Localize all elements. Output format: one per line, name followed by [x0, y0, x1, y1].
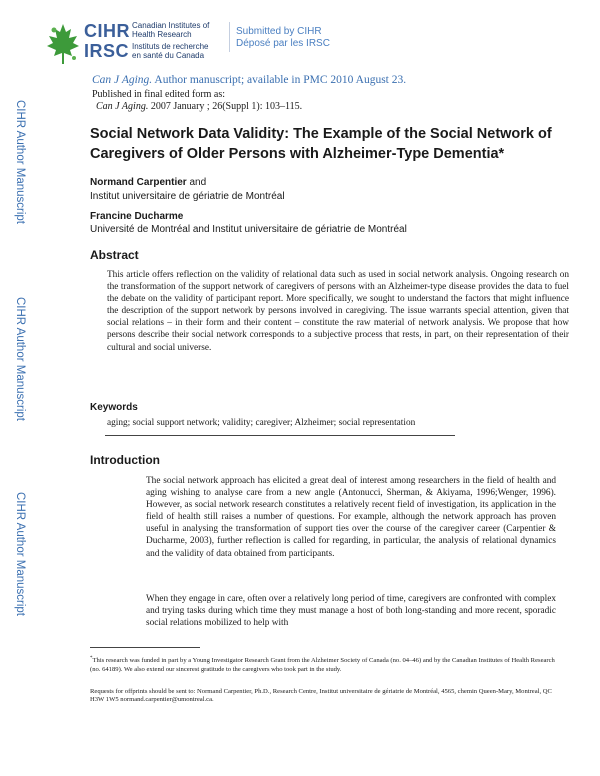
- author-1-affiliation: Institut universitaire de gériatrie de Montréal: [90, 191, 285, 202]
- cihr-logo: [46, 18, 226, 70]
- submitted-by-fr: Déposé par les IRSC: [236, 38, 330, 49]
- published-as-label: Published in final edited form as:: [92, 89, 226, 100]
- abstract-heading: Abstract: [90, 248, 139, 262]
- paper-title: Social Network Data Validity: The Example of the Social Network of Caregivers of Older Persons with Alzheimer-Type Dementia*: [90, 126, 552, 162]
- citation-rest: 2007 January ; 26(Suppl 1): 103–115.: [148, 101, 303, 112]
- introduction-heading: Introduction: [90, 453, 160, 467]
- logo-irsc-text: IRSC: [84, 41, 130, 61]
- citation-journal: Can J Aging.: [96, 101, 149, 112]
- author-1-suffix: and: [186, 177, 207, 188]
- author-manuscript-line: [92, 74, 406, 86]
- keywords-text: aging; social support network; validity; caregiver; Alzheimer; social representation: [107, 418, 416, 428]
- keywords-rule: [105, 435, 455, 436]
- side-label-3: CIHR Author Manuscript: [14, 492, 26, 616]
- keywords-heading: Keywords: [90, 402, 138, 413]
- logo-fr-line2: en santé du Canada: [132, 51, 205, 60]
- footnote-rule: [90, 647, 200, 648]
- logo-fr-line1: Instituts de recherche: [132, 42, 209, 51]
- introduction-paragraph-1: The social network approach has elicited a great deal of interest among researchers in the field of health and aging wishing to analyse care from a new angle (Antonucci, Sherman, & Akiyama, 1996;Wenger, 1996). However, as social network research constitutes a relatively recent field of investigation, its application in the field of health still raises a number of questions. For example, although the network approach has proven useful in analysing the transformation of support ties over the course of the caregiver career (Carpentier & Ducharme, 2003), further reflection is called for regarding, in particular, the analysis of relational dynamics and the validity of data obtained from participants.: [146, 476, 556, 559]
- logo-en-line1: Canadian Institutes of: [132, 21, 210, 30]
- footnote-offprints: Requests for offprints should be sent to: Normand Carpentier, Ph.D., Research Centre, Institut universitaire de gériatrie de Montréal, 4565, chemin Queen-Mary, Montreal, QC H3W 1W5 normand.carpentier@umontreal.ca.: [90, 688, 552, 704]
- author-2-name: Francine Ducharme: [90, 211, 184, 222]
- header-divider: [229, 22, 230, 52]
- introduction-paragraph-2: When they engage in care, often over a relatively long period of time, caregivers are confronted with complex and trying tasks during which time they must manage a host of both long-standing and more recent, sporadic social relations mobilized to help with: [146, 594, 556, 629]
- logo-cihr-text: CIHR: [84, 21, 130, 41]
- footnote-marker: *: [90, 656, 93, 661]
- footnote-funding-text: This research was funded in part by a Young Investigator Research Grant from the Alzheimer Society of Canada (no. 04–46) and by the Canadian Institutes of Health Research (no. 64189). We also extend our sincerest gratitude to the caregivers who took part in the study.: [90, 657, 555, 673]
- maple-leaf-icon: [46, 22, 80, 66]
- citation: [96, 101, 302, 112]
- am-rest: Author manuscript; available in PMC 2010 August 23.: [152, 74, 407, 86]
- side-label-2: CIHR Author Manuscript: [14, 297, 26, 421]
- abstract-text: This article offers reflection on the validity of relational data such as used in social network analysis. Ongoing research on the transformation of the support network of caregivers of persons with an Alzheimer-type disease provides the data to fuel the debate on the validity of participant report. More specifically, we sought to understand the factors that might influence the description of the support network by persons involved in caregiving. The issue warrants special attention, given that social relations – in their form and their content – constitute the raw material of network analysis. We propose that how persons describe their social network corresponds to a subjective process that rests, in part, on their representation of their cultural and social universe.: [107, 270, 569, 353]
- submitted-by-en: Submitted by CIHR: [236, 26, 322, 37]
- logo-en-line2: Health Research: [132, 30, 192, 39]
- author-1: [90, 177, 206, 188]
- author-1-name: Normand Carpentier: [90, 177, 187, 188]
- am-journal: Can J Aging.: [92, 74, 153, 86]
- footnote-funding: [90, 655, 560, 674]
- author-2-affiliation: Université de Montréal and Institut universitaire de gériatrie de Montréal: [90, 224, 407, 235]
- side-label-1: CIHR Author Manuscript: [14, 100, 26, 224]
